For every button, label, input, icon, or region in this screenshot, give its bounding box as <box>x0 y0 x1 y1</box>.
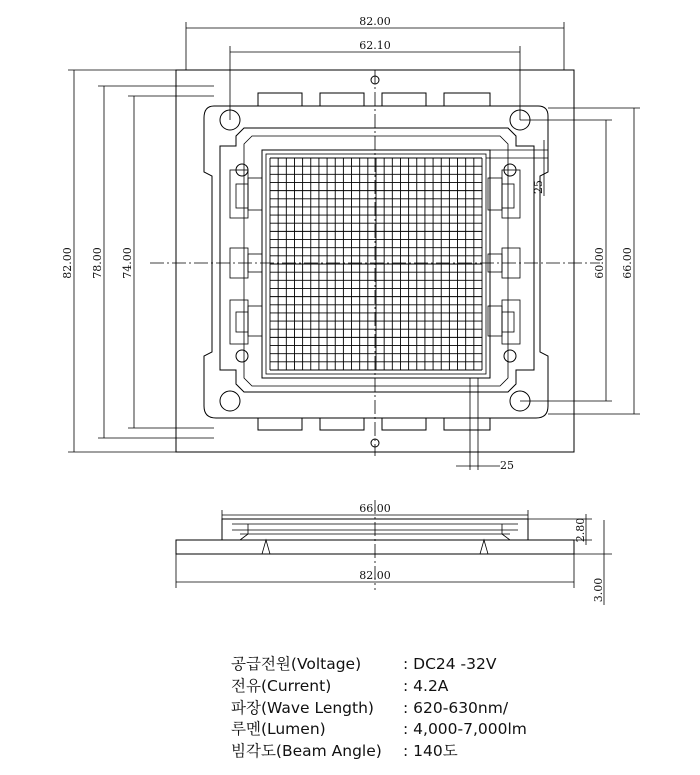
svg-text:74.00: 74.00 <box>121 247 134 279</box>
spec-label: 루멘(Lumen) <box>231 720 326 739</box>
top-view <box>61 15 640 472</box>
spec-value: : 140도 <box>403 742 458 761</box>
svg-text:66.00: 66.00 <box>621 247 634 279</box>
spec-row-current <box>231 676 527 698</box>
right-tabs <box>488 170 520 344</box>
spec-row-wavelength <box>231 698 527 720</box>
spec-list <box>231 654 527 763</box>
svg-text:62.10: 62.10 <box>359 39 391 52</box>
bottom-pads <box>258 418 490 430</box>
chip-grid <box>270 158 482 370</box>
svg-text:82.00: 82.00 <box>61 247 74 279</box>
svg-text:82.00: 82.00 <box>359 15 391 28</box>
dim-side-66 <box>222 502 528 519</box>
svg-text:3.00: 3.00 <box>592 577 605 603</box>
spec-row-voltage <box>231 654 527 676</box>
svg-text:25: 25 <box>500 459 514 472</box>
dim-side-82 <box>176 554 574 588</box>
spec-value: : DC24 -32V <box>403 655 497 673</box>
spec-label: 전유(Current) <box>231 676 332 695</box>
inner-frame <box>220 128 534 392</box>
spec-value: : 4,000-7,000lm <box>403 720 527 739</box>
spec-label: 파장(Wave Length) <box>231 698 374 717</box>
dim-left-82 <box>61 70 176 452</box>
top-pads <box>258 93 490 106</box>
spec-value: : 620-630nm/ <box>403 698 509 717</box>
svg-text:66.00: 66.00 <box>359 502 391 515</box>
dim-left-78 <box>91 86 214 438</box>
dim-right-25 <box>486 140 548 196</box>
spec-row-beam-angle <box>231 741 527 763</box>
svg-text:60.00: 60.00 <box>593 247 606 279</box>
side-view <box>176 500 612 605</box>
spec-row-lumen <box>231 719 527 741</box>
svg-text:82.00: 82.00 <box>359 569 391 582</box>
dim-left-74 <box>121 96 214 428</box>
spec-label: 빔각도(Beam Angle) <box>231 742 382 761</box>
svg-text:25: 25 <box>532 180 545 194</box>
spec-label: 공급전원(Voltage) <box>231 655 362 673</box>
spec-value: : 4.2A <box>403 676 449 695</box>
svg-text:78.00: 78.00 <box>91 247 104 279</box>
svg-text:2.80: 2.80 <box>574 517 587 543</box>
left-tabs <box>230 170 262 344</box>
